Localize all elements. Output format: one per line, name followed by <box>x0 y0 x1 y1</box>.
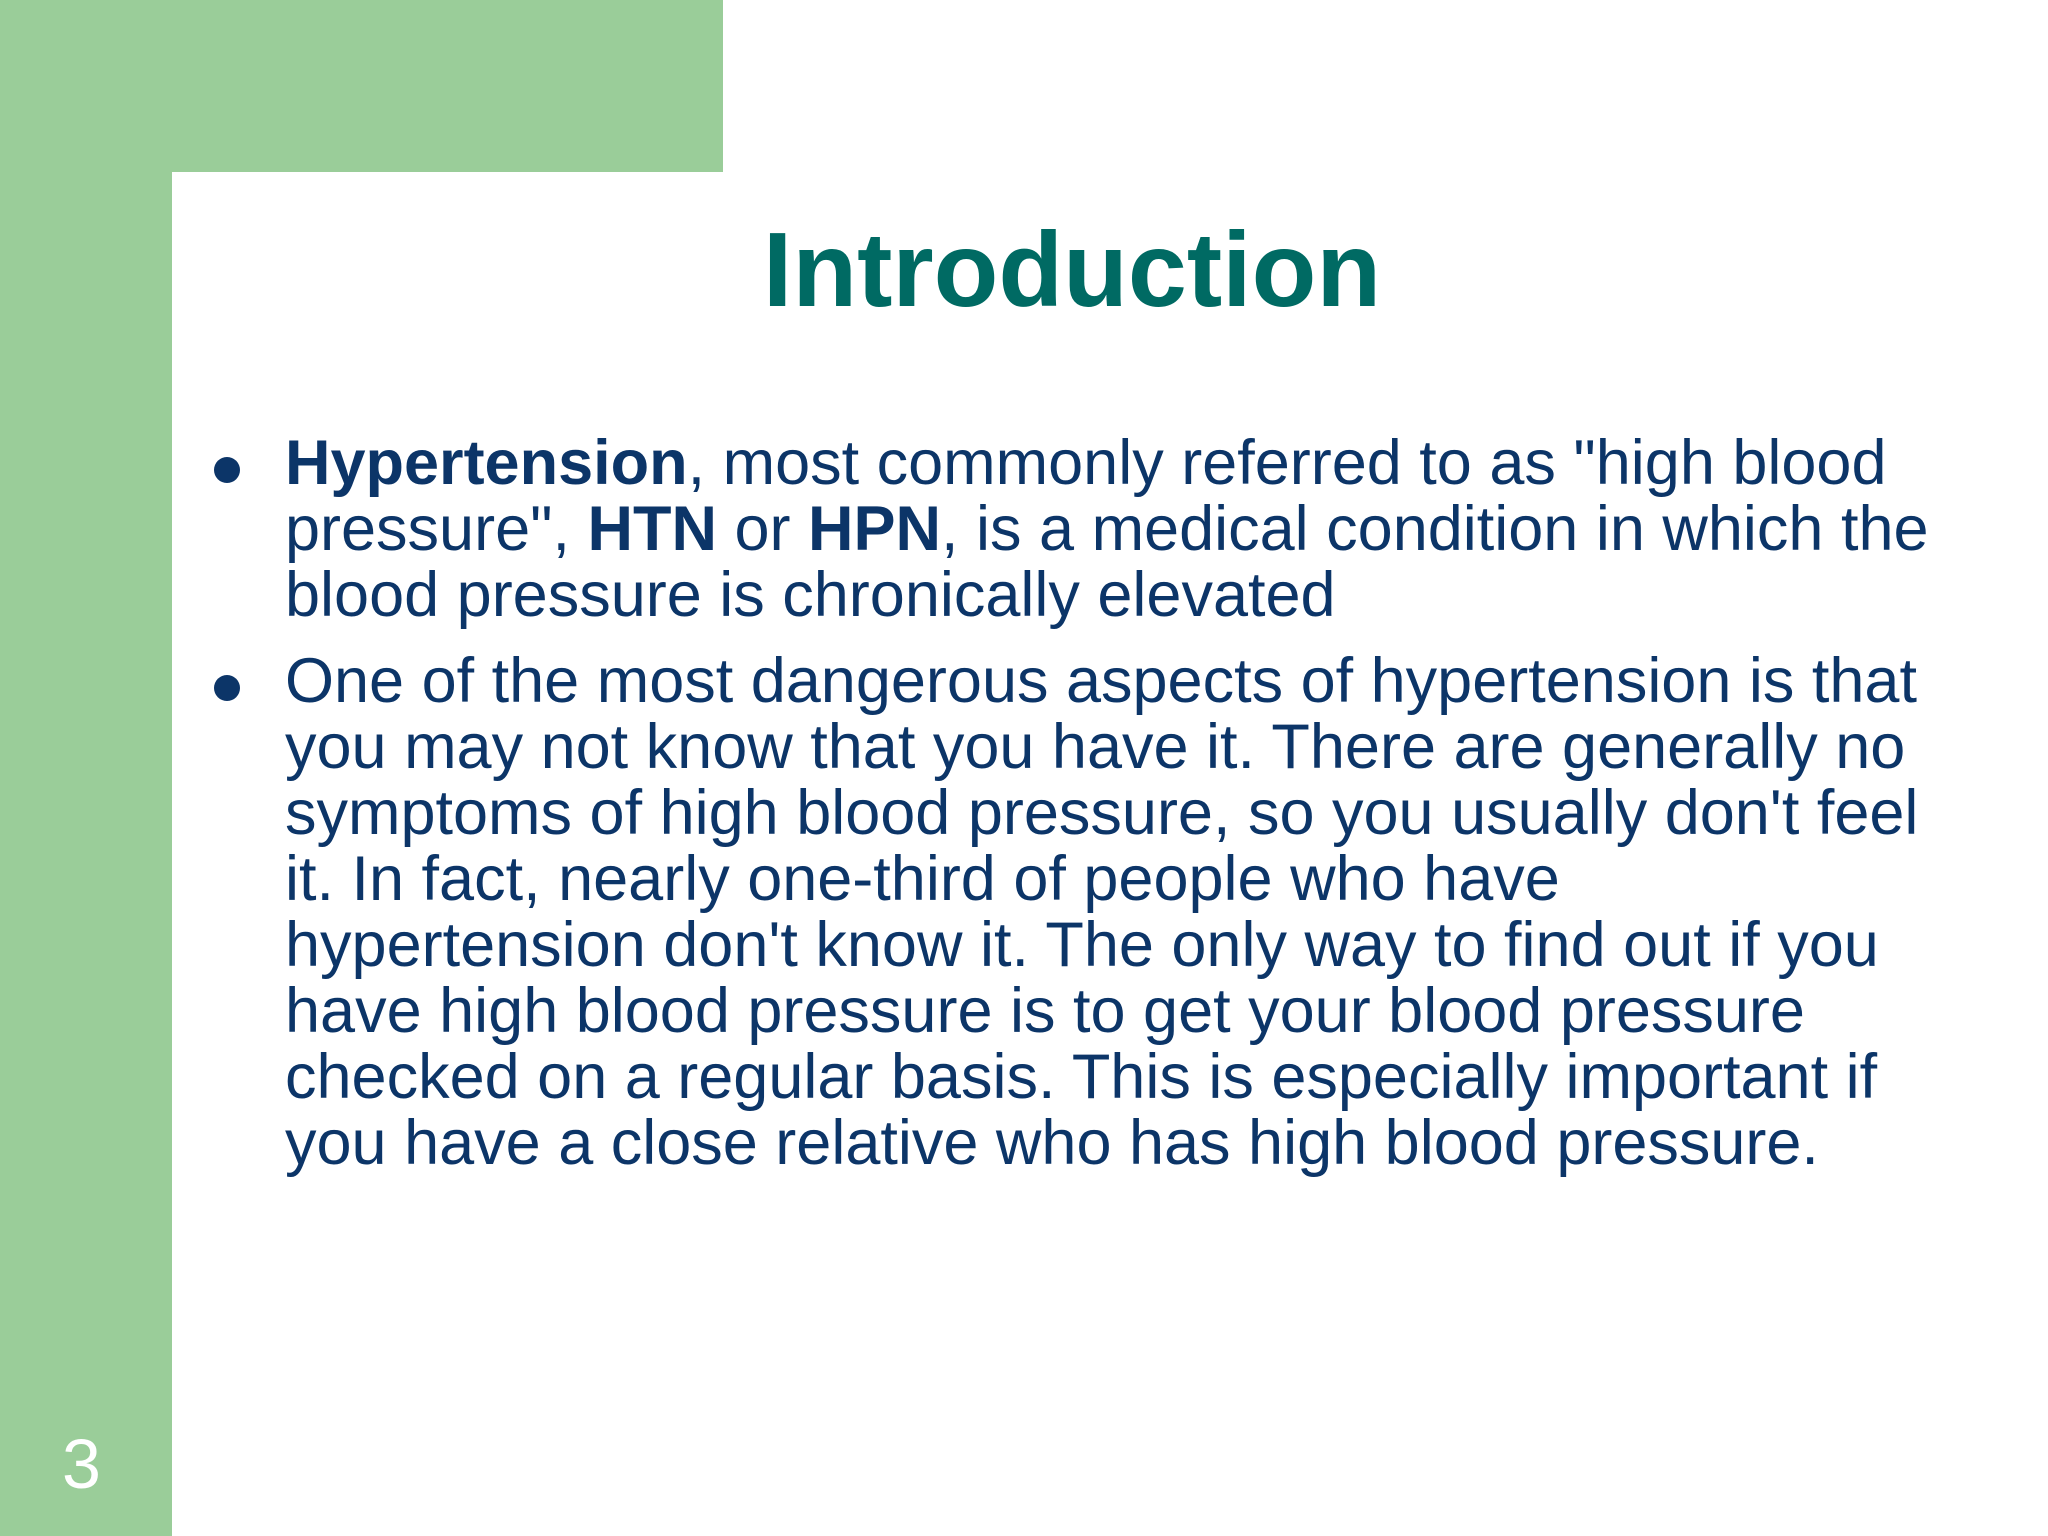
bullet-text <box>285 428 1929 630</box>
definition-text-part-1: , most commonly referred to as "high blood pressure", <box>285 428 1887 564</box>
bullet-list <box>210 430 1930 1196</box>
definition-text-part-2: or <box>716 494 808 564</box>
bullet-item-hypertension-danger <box>210 648 1930 1176</box>
term-hypertension: Hypertension <box>285 428 688 498</box>
definition-text-part-3: , is a medical condition in which the blood pressure is chronically elevated <box>285 494 1929 630</box>
bullet-dot-icon <box>214 457 240 483</box>
top-accent-band <box>0 0 723 172</box>
bullet-dot-icon <box>214 675 240 701</box>
bullet-item-hypertension-definition <box>210 430 1930 628</box>
slide-page-number: 3 <box>62 1425 101 1503</box>
abbreviation-htn: HTN <box>587 494 717 564</box>
slide-title: Introduction <box>762 211 1382 329</box>
left-accent-band <box>0 0 172 1536</box>
bullet-text: One of the most dangerous aspects of hypertension is that you may not know that you have it. There are generally no symptoms of high blood pressure, so you usually don't feel it. In fact, nearly one-third of people who have hypertension don't know it. The only way to find out if you have high blood pressure is to get your blood pressure checked on a regular basis. This is especially important if you have a close relative who has high blood pressure. <box>285 646 1919 1178</box>
abbreviation-hpn: HPN <box>808 494 942 564</box>
